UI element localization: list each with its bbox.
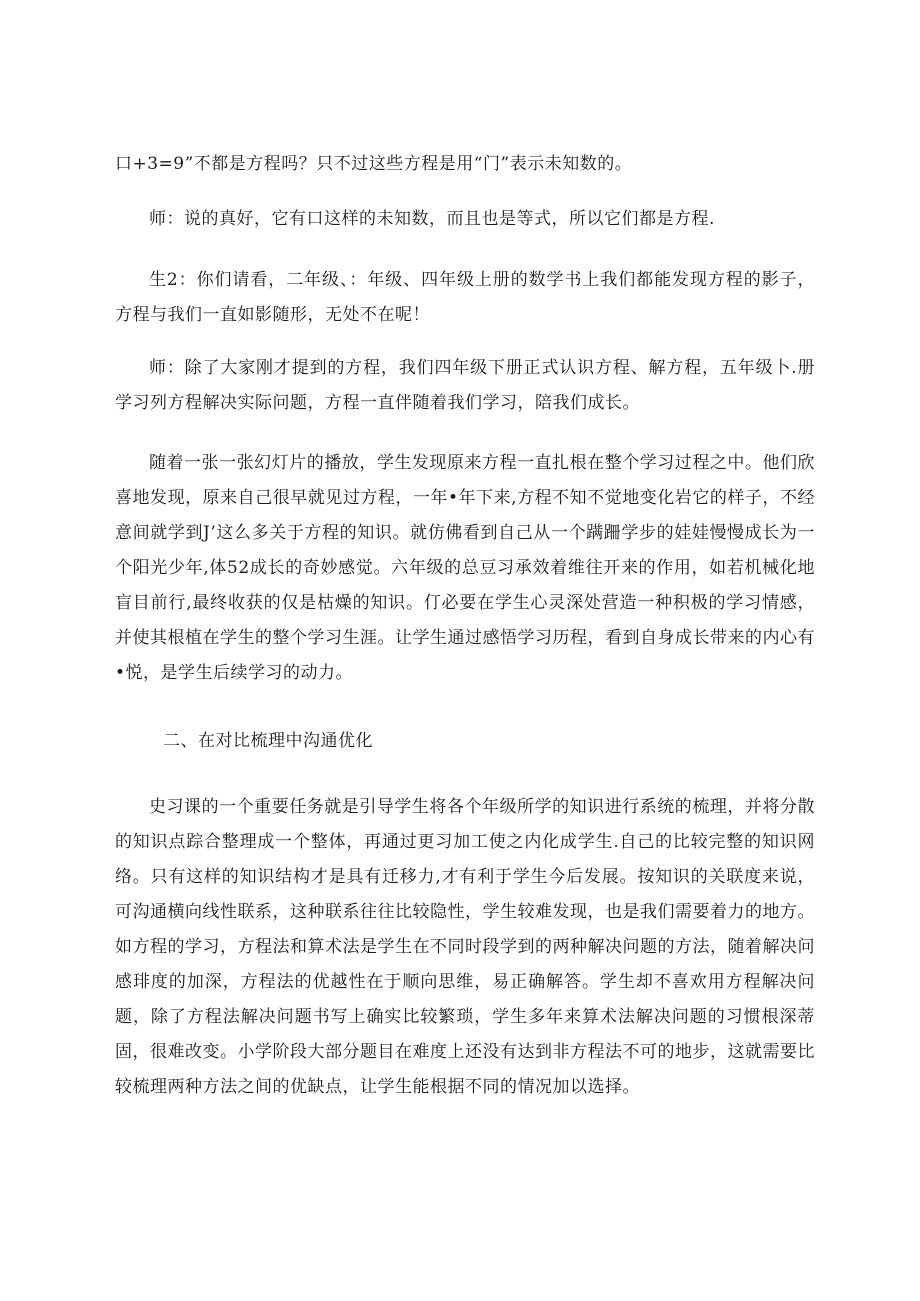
paragraph-narrative: 随着一张一张幻灯片的播放，学生发现原来方程一直扎根在整个学习过程之中。他们欣喜地发现，原来自己很早就见过方程，一年•年下来,方程不知不觉地变化岩它的样子，不经意间就学到J’这么多关于方程的知识。就仿佛看到自己从一个蹒跚学步的娃娃慢慢成长为一个阳光少年,体52成长的奇妙感觉。六年级的总豆习承效着维往开来的作用，如若机械化地盲目前行,最终收获的仅是枯燥的知识。仃必要在学生心灵深处营造一种积极的学习情感，并使其根植在学生的整个学习生涯。让学生通过感悟学习历程，看到自身成长带来的内心有•悦，是学生后续学习的动力。: [115, 453, 815, 683]
section-heading: 二、在对比梳理中沟通优化: [163, 731, 373, 751]
paragraph-teacher-1: 师：说的真好，它有口这样的未知数，而且也是等式，所以它们都是方程.: [149, 209, 715, 229]
paragraph-continuation: 口+3=9”不都是方程吗？只不过这些方程是用“门”表示未知数的。: [115, 154, 633, 174]
paragraph-student-2: 生2：你们请看，二年级、：年级、四年级上册的数学书上我们都能发现方程的影子，方程与我们一直如影随形，无处不在呢！: [115, 270, 815, 325]
paragraph-teacher-2: 师：除了大家刚才提到的方程，我们四年级下册正式认识方程、解方程，五年级卜.册学习列方程解决实际问题，方程一直伴随着我们学习，陪我们成长。: [115, 358, 815, 413]
paragraph-review: 史习课的一个重要任务就是引导学生将各个年级所学的知识进行系统的梳理，并将分散的知识点踪合整理成一个整体，再通过更习加工使之内化成学生.自己的比较完整的知识网络。只有这样的知识结构才是具有迁移力,才有利于学生今后发展。按知识的关联度来说，可沟通横向线性联系，这种联系往往比较隐性，学生较难发现，也是我们需要着力的地方。如方程的学习，方程法和算术法是学生在不同时段学到的两种解决问题的方法，随着解决问感琲度的加深，方程法的优越性在于顺向思维，易正确解答。学生却不喜欢用方程解决问题，除了方程法解决问题书写上确实比较繁琐，学生多年来算术法解决问题的习惯根深蒂固，很难改变。小学阶段大部分题目在难度上还没有达到非方程法不可的地步，这就需要比较梳理两种方法之间的优缺点，让学生能根据不同的情况加以选择。: [115, 797, 815, 1097]
